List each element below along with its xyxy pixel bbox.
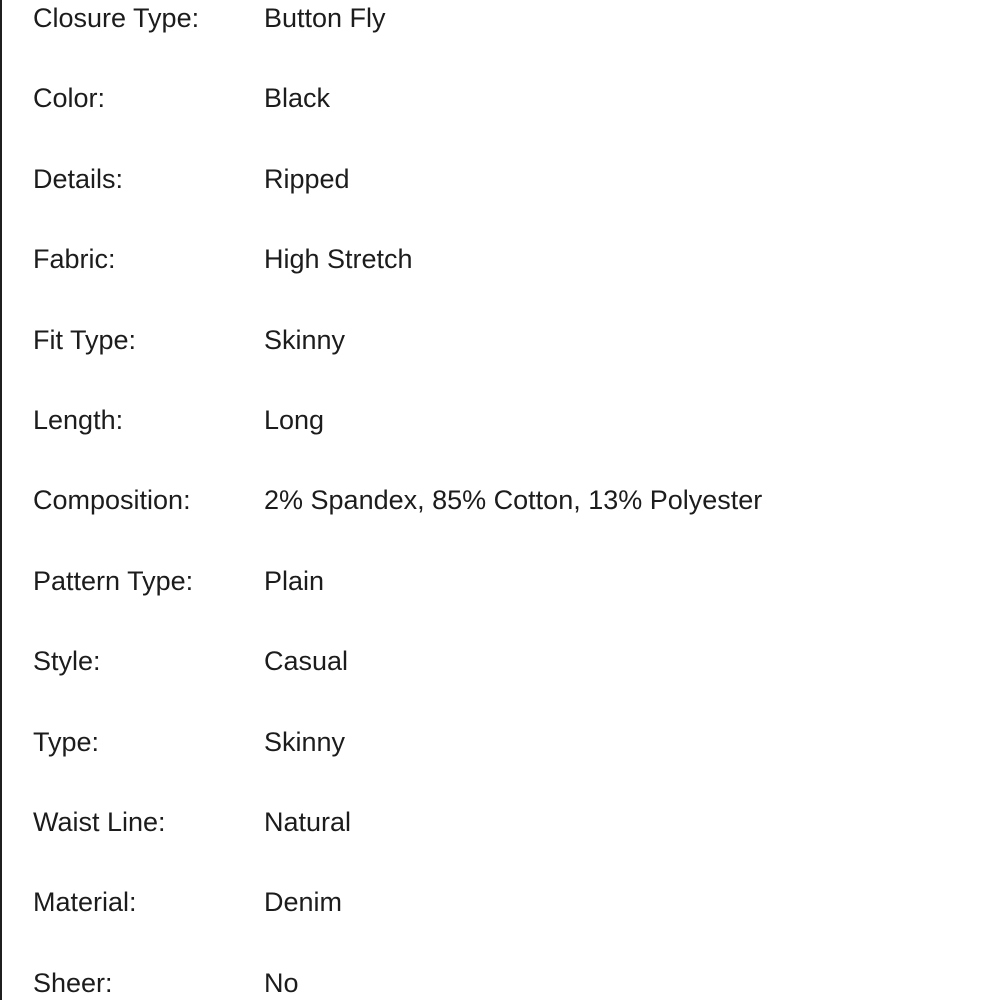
spec-row-sheer — [33, 964, 973, 1000]
spec-label: Fit Type: — [33, 324, 137, 355]
spec-row-type — [33, 723, 973, 803]
spec-label: Closure Type: — [33, 3, 200, 33]
spec-value: Plain — [264, 565, 325, 596]
spec-row-material — [33, 883, 973, 963]
spec-row-length — [33, 401, 973, 481]
spec-value: Casual — [264, 646, 349, 677]
spec-value: Skinny — [264, 324, 346, 355]
spec-value: No — [264, 967, 299, 998]
left-border-line — [0, 0, 2, 1000]
spec-value: Long — [264, 404, 325, 435]
spec-label: Waist Line: — [33, 806, 166, 837]
spec-row-style — [33, 642, 973, 722]
spec-row-fabric — [33, 240, 973, 320]
spec-label: Material: — [33, 887, 137, 918]
spec-value: Black — [264, 83, 331, 114]
spec-row-color — [33, 79, 973, 159]
spec-value: High Stretch — [264, 244, 413, 275]
spec-value: Natural — [264, 806, 352, 837]
spec-value: Skinny — [264, 726, 346, 757]
spec-label: Fabric: — [33, 244, 116, 275]
spec-label: Pattern Type: — [33, 565, 194, 596]
spec-label: Color: — [33, 83, 106, 114]
spec-value: 2% Spandex, 85% Cotton, 13% Polyester — [264, 485, 763, 516]
spec-label: Type: — [33, 726, 100, 757]
spec-row-pattern-type — [33, 562, 973, 642]
spec-label: Details: — [33, 163, 124, 194]
spec-label: Sheer: — [33, 967, 113, 998]
product-specs-list — [33, 0, 973, 1000]
spec-label: Composition: — [33, 485, 191, 516]
spec-row-fit-type — [33, 321, 973, 401]
spec-label: Style: — [33, 646, 101, 677]
spec-row-closure-type — [33, 0, 973, 79]
spec-value: Button Fly — [264, 3, 386, 33]
spec-value: Ripped — [264, 163, 350, 194]
spec-row-waist-line — [33, 803, 973, 883]
spec-value: Denim — [264, 887, 343, 918]
spec-label: Length: — [33, 404, 124, 435]
spec-row-details — [33, 160, 973, 240]
spec-row-composition — [33, 481, 973, 561]
